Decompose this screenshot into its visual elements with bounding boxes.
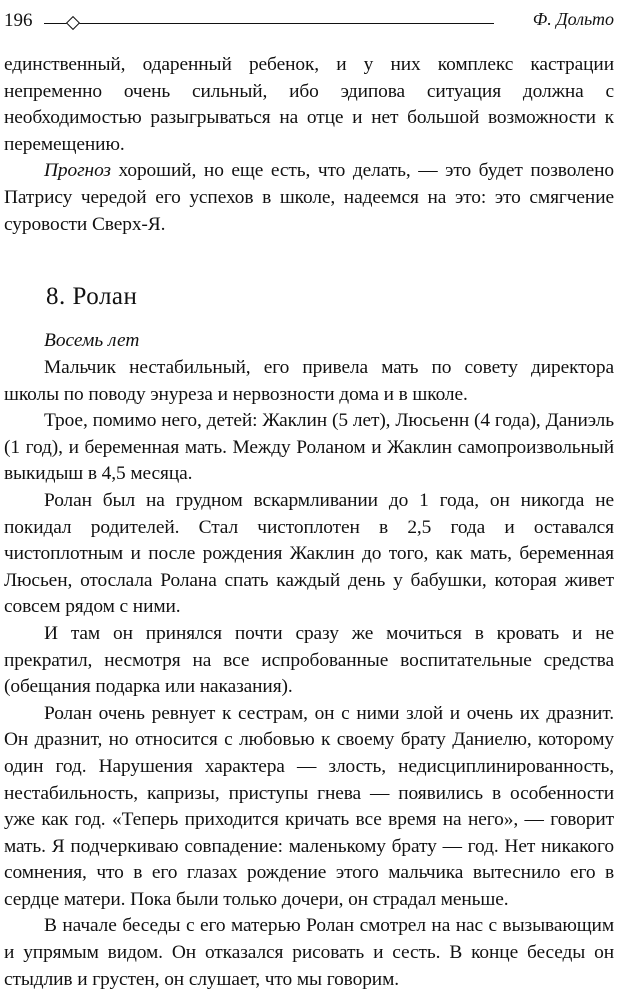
page-header [4,6,614,36]
chapter-subtitle: Восемь лет [44,330,140,351]
header-rule [44,23,494,24]
paragraph: Ролан был на грудном вскармливании до 1 года, он никогда не покидал родителей. Стал чистоплотен в 2,5 года и оставался чистоплотным и после рождения Жаклин до того, как мать, беременная Люсьен, отослала Ролана спать каждый день у бабушки, которая живет совсем рядом с ними. [4,489,614,618]
chapter-title: 8. Ролан [46,283,138,310]
page-number: 196 [4,10,33,31]
prognosis-label: Прогноз [44,160,111,182]
diamond-ornament-icon [66,16,80,30]
text-block-roland [4,355,614,993]
paragraph: Мальчик нестабильный, его привела мать по совету директора школы по поводу энуреза и нервозности дома и в школе. [4,357,614,405]
text-block-previous-case [4,52,614,238]
paragraph-prognosis [4,158,614,238]
running-title: Ф. Дольто [532,9,614,29]
paragraph: единственный, одаренный ребенок, и у них комплекс кастрации непременно очень сильный, ибо эдипова ситуация должна с необходимостью разыгрываться на отце и нет большой возможности к перемещению. [4,54,614,155]
paragraph: Трое, помимо него, детей: Жаклин (5 лет), Люсьенн (4 года), Даниэль (1 год), и беременная мать. Между Роланом и Жаклин самопроизвольный выкидыш в 4,5 месяца. [4,410,614,485]
paragraph: И там он принялся почти сразу же мочиться в кровать и не прекратил, несмотря на все испробованные воспитательные средства (обещания подарка или наказания). [4,622,614,698]
paragraph: Ролан очень ревнует к сестрам, он с ними злой и очень их дразнит. Он дразнит, но относится с любовью к своему брату Даниелю, которому один год. Нарушения характера — злость, недисциплинированность, нестабильность, капризы, приступы гнева — появились в особенности уже как год. «Теперь приходится кричать все время на него», — говорит мать. Я подчеркиваю совпадение: маленькому брату — год. Нет никакого сомнения, что в его глазах рождение этого мальчика вытеснило его в сердце матери. Пока были только дочери, он страдал меньше. [4,702,614,910]
paragraph: В начале беседы с его матерью Ролан смотрел на нас с вызывающим и упрямым видом. Он отказался рисовать и сесть. В конце беседы он стыдлив и грустен, он слушает, что мы говорим. [4,915,614,990]
prognosis-text: хороший, но еще есть, что делать, — это будет позволено Патрису чередой его успехов в школе, надеемся на это: это смягчение суровости Сверх-Я. [4,160,614,235]
